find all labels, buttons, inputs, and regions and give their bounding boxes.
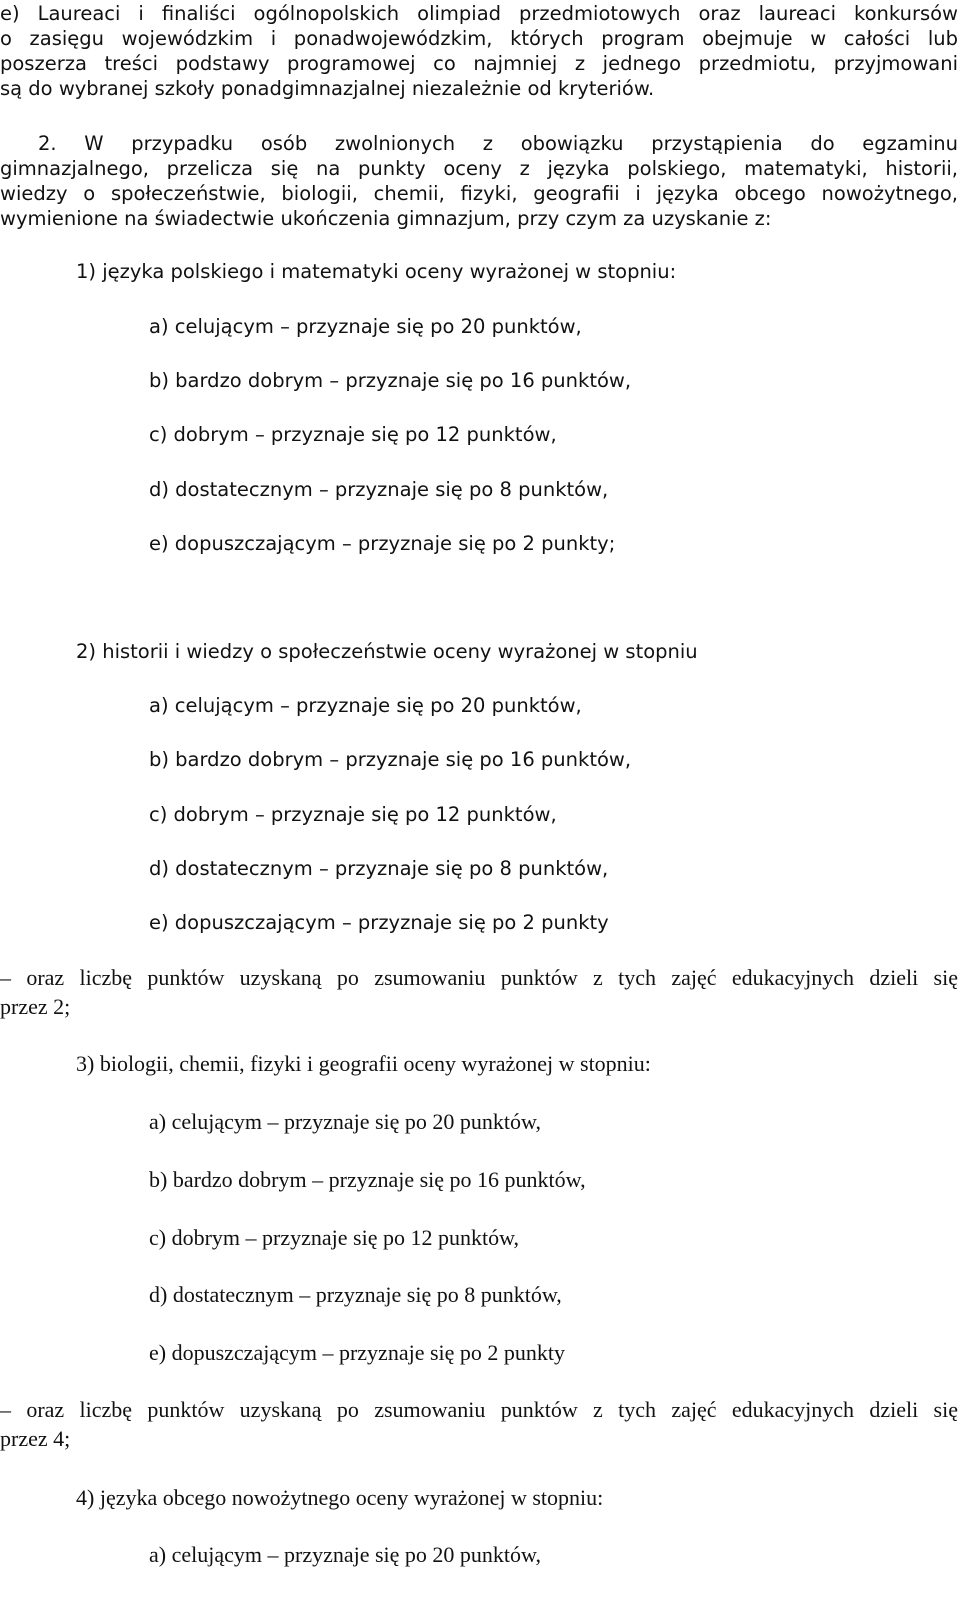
group-3-item: b) bardzo dobrym – przyznaje się po 16 punktów, (149, 1167, 586, 1192)
group-2-item: d) dostatecznym – przyznaje się po 8 punktów, (149, 857, 609, 880)
group-2-item: a) celującym – przyznaje się po 20 punktów, (149, 694, 582, 717)
group-1-heading: 1) języka polskiego i matematyki oceny wyrażonej w stopniu: (76, 260, 677, 283)
section-2-line: gimnazjalnego, przelicza się na punkty oceny z języka polskiego, matematyki, historii, (0, 157, 958, 180)
group-2-heading: 2) historii i wiedzy o społeczeństwie oceny wyrażonej w stopniu (76, 640, 698, 663)
section-2-line: 2. W przypadku osób zwolnionych z obowiązku przystąpienia do egzaminu (38, 132, 958, 155)
group-3-item: c) dobrym – przyznaje się po 12 punktów, (149, 1225, 520, 1250)
group-3-note: – oraz liczbę punktów uzyskaną po zsumowaniu punktów z tych zajęć edukacyjnych dzieli się (0, 1397, 958, 1422)
group-1-item: a) celującym – przyznaje się po 20 punktów, (149, 315, 582, 338)
intro-line: poszerza treści podstawy programowej co najmniej z jednego przedmiotu, przyjmowani (0, 52, 958, 75)
intro-line: e) Laureaci i finaliści ogólnopolskich olimpiad przedmiotowych oraz laureaci konkursów (0, 2, 958, 25)
intro-line: są do wybranej szkoły ponadgimnazjalnej niezależnie od kryteriów. (0, 77, 655, 100)
group-3-heading: 3) biologii, chemii, fizyki i geografii oceny wyrażonej w stopniu: (76, 1051, 651, 1076)
group-2-item: e) dopuszczającym – przyznaje się po 2 punkty (149, 911, 609, 934)
group-2-item: b) bardzo dobrym – przyznaje się po 16 punktów, (149, 748, 632, 771)
group-1-item: d) dostatecznym – przyznaje się po 8 punktów, (149, 478, 609, 501)
intro-line: o zasięgu wojewódzkim i ponadwojewódzkim, których program obejmuje w całości lub (0, 27, 958, 50)
group-3-item: e) dopuszczającym – przyznaje się po 2 punkty (149, 1340, 566, 1365)
group-4-heading: 4) języka obcego nowożytnego oceny wyrażonej w stopniu: (76, 1485, 604, 1510)
section-2-line: wymienione na świadectwie ukończenia gimnazjum, przy czym za uzyskanie z: (0, 207, 772, 230)
group-2-note: przez 2; (0, 994, 71, 1019)
group-1-item: b) bardzo dobrym – przyznaje się po 16 punktów, (149, 369, 632, 392)
group-1-item: c) dobrym – przyznaje się po 12 punktów, (149, 423, 557, 446)
group-2-item: c) dobrym – przyznaje się po 12 punktów, (149, 803, 557, 826)
group-4-item: a) celującym – przyznaje się po 20 punktów, (149, 1542, 541, 1567)
group-1-item: e) dopuszczającym – przyznaje się po 2 punkty; (149, 532, 616, 555)
group-3-note: przez 4; (0, 1426, 71, 1451)
group-2-note: – oraz liczbę punktów uzyskaną po zsumowaniu punktów z tych zajęć edukacyjnych dzieli się (0, 965, 958, 990)
group-3-item: d) dostatecznym – przyznaje się po 8 punktów, (149, 1282, 562, 1307)
group-3-item: a) celującym – przyznaje się po 20 punktów, (149, 1109, 541, 1134)
section-2-line: wiedzy o społeczeństwie, biologii, chemii, fizyki, geografii i języka obcego nowożytnego, (0, 182, 958, 205)
